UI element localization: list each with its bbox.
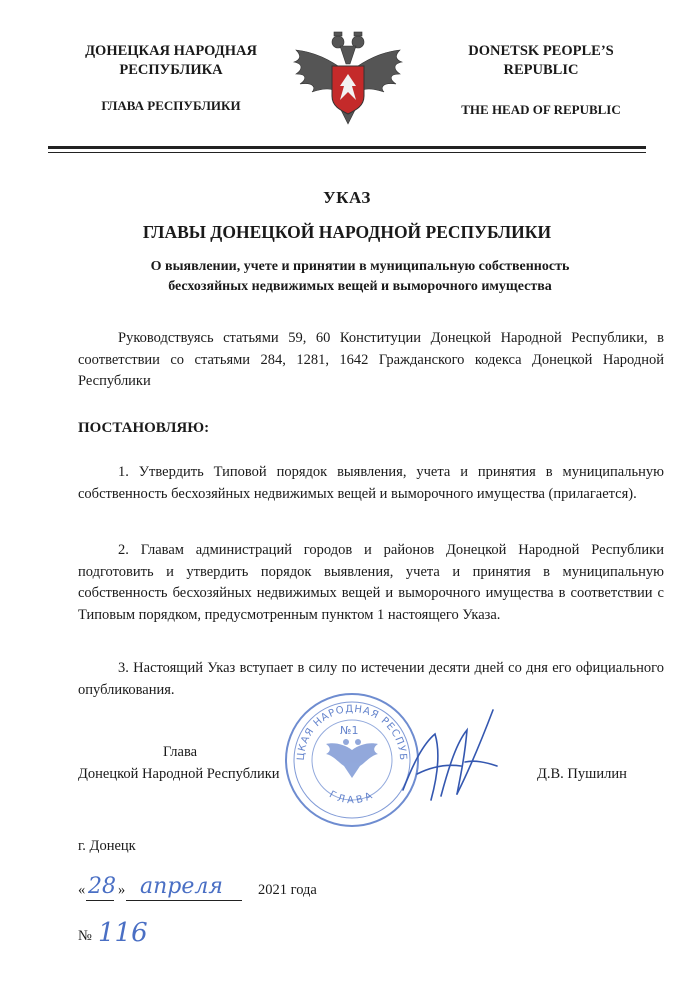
header-left-line3: ГЛАВА РЕСПУБЛИКИ (101, 98, 241, 113)
header-divider-thin (48, 152, 646, 153)
header-left-block (60, 42, 282, 80)
decree-title: УКАЗ (323, 188, 371, 207)
signature-position-line1: Глава (163, 744, 198, 760)
handwritten-signature (395, 704, 505, 814)
item-2-paragraph (78, 540, 664, 626)
svg-text:ГЛАВА (327, 789, 376, 806)
header-left-line1: ДОНЕЦКАЯ НАРОДНАЯ (85, 43, 257, 59)
subtitle-line1: О выявлении, учете и принятии в муниципальную собственность (150, 259, 570, 274)
stamp-bottom-text: ГЛАВА (327, 789, 377, 807)
preamble-paragraph (78, 328, 664, 393)
date-close-quote: » (118, 882, 126, 898)
decree-subtitle (60, 257, 660, 297)
stamp-top-text: ЦКАЯ НАРОДНАЯ РЕСПУБ (295, 703, 409, 762)
item-1-text: 1. Утвердить Типовой порядок выявления, учета и принятия в муниципальную собственность бесхозяйных недвижимых вещей и выморочного имущества (прилагается). (78, 464, 664, 502)
header-divider-thick (48, 146, 646, 149)
number-value: 116 (98, 918, 148, 948)
item-1-paragraph (78, 462, 664, 505)
item-3-text: 3. Настоящий Указ вступает в силу по истечении десяти дней со дня его официального опубликования. (78, 660, 664, 698)
signature-position-line2: Донецкой Народной Республики (78, 766, 280, 782)
item-2-text: 2. Главам администраций городов и районов Донецкой Народной Республики подготовить и утвердить порядок выявления, учета и принятия в муниципальную собственность бесхозяйных недвижимых вещей и выморочного имущества в соответствии с Типовым порядком, предусмотренным пунктом 1 настоящего Указа. (78, 542, 664, 623)
date-open-quote: « (78, 882, 86, 898)
date-day: 28 (88, 874, 116, 899)
header-right-line2: REPUBLIC (503, 62, 579, 78)
header-right-line3: THE HEAD OF REPUBLIC (461, 102, 621, 117)
header-left-line2: РЕСПУБЛИКА (119, 62, 223, 78)
date-month: апреля (140, 874, 223, 899)
date-year: 2021 года (258, 882, 317, 898)
subtitle-line2: бесхозяйных недвижимых вещей и выморочного имущества (168, 279, 552, 294)
city-line: г. Донецк (78, 838, 136, 854)
decree-authority: ГЛАВЫ ДОНЕЦКОЙ НАРОДНОЙ РЕСПУБЛИКИ (142, 222, 552, 242)
date-underline (86, 900, 114, 901)
date-month-underline (126, 900, 242, 901)
stamp-number: №1 (340, 724, 359, 737)
signatory-name: Д.В. Пушилин (537, 766, 627, 782)
resolve-heading: ПОСТАНОВЛЯЮ: (78, 420, 210, 436)
header-right-block (430, 42, 652, 80)
header-right-line1: DONETSK PEOPLE’S (468, 43, 614, 59)
number-label: № (78, 928, 92, 944)
preamble-text: Руководствуясь статьями 59, 60 Конституции Донецкой Народной Республики, в соответствии со статьями 284, 1281, 1642 Гражданского кодекса Донецкой Народной Республики (78, 330, 664, 389)
decree-number-line (78, 918, 198, 952)
coat-of-arms-icon (290, 30, 406, 126)
stamp-eagle-icon (326, 739, 378, 778)
date-line (78, 876, 338, 906)
